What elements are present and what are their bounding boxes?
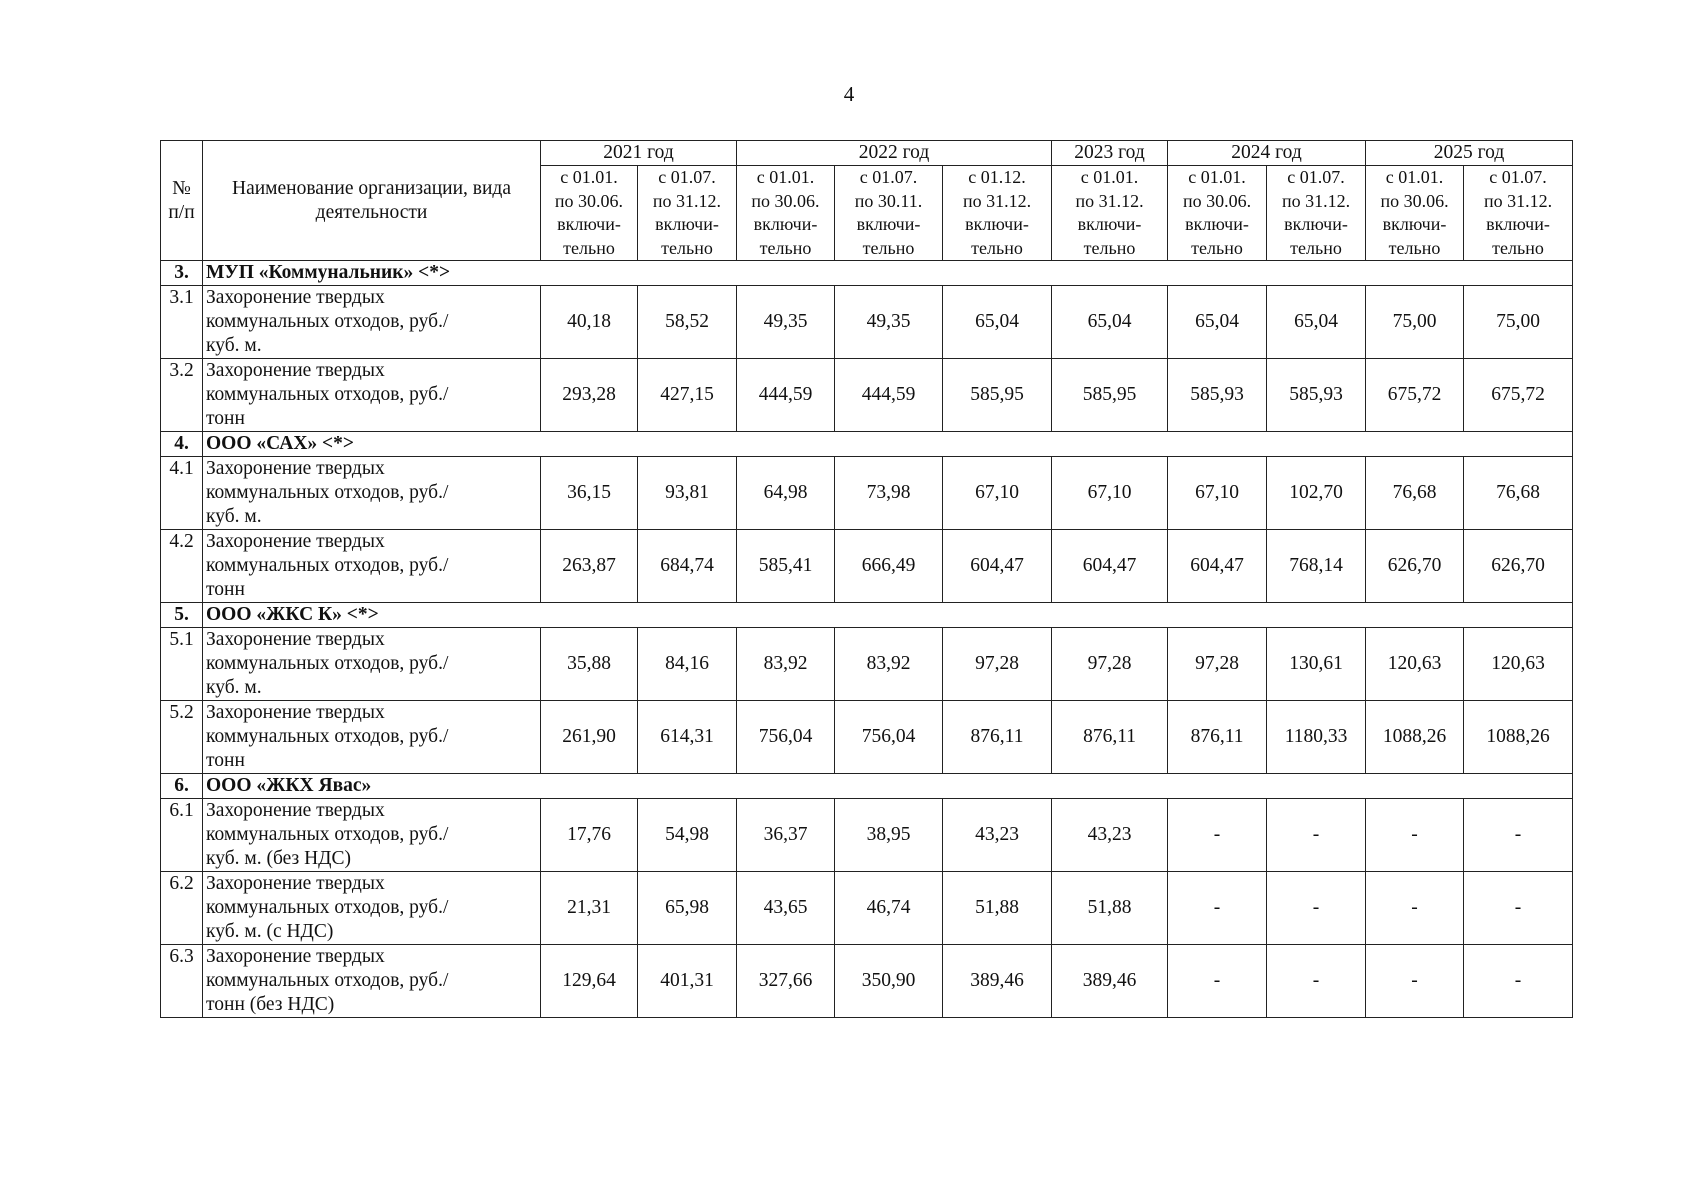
column-header-number: № п/п bbox=[161, 141, 203, 261]
service-name-line: Захоронение твердых bbox=[206, 800, 385, 821]
tariff-value: - bbox=[1366, 872, 1464, 945]
row-number: 6.2 bbox=[161, 872, 203, 945]
table-row bbox=[161, 872, 1573, 945]
header-row-years bbox=[161, 141, 1573, 166]
period-line: с 01.07. bbox=[658, 167, 716, 187]
tariff-value: 49,35 bbox=[835, 286, 943, 359]
tariff-value: 585,95 bbox=[1052, 359, 1168, 432]
row-number: 4.1 bbox=[161, 457, 203, 530]
organization-name: ООО «ЖКС К» <*> bbox=[203, 603, 1573, 628]
tariff-value: 444,59 bbox=[835, 359, 943, 432]
organization-name: ООО «САХ» <*> bbox=[203, 432, 1573, 457]
column-header-year: 2022 год bbox=[737, 141, 1052, 166]
organization-number: 3. bbox=[161, 261, 203, 286]
row-number: 5.1 bbox=[161, 628, 203, 701]
tariff-value: 36,15 bbox=[541, 457, 638, 530]
tariff-value: 614,31 bbox=[638, 701, 737, 774]
column-header-year: 2025 год bbox=[1366, 141, 1573, 166]
tariff-value: 129,64 bbox=[541, 945, 638, 1018]
service-name bbox=[203, 359, 541, 432]
tariff-value: 876,11 bbox=[1168, 701, 1267, 774]
tariff-value: 1088,26 bbox=[1464, 701, 1573, 774]
tariff-value: 93,81 bbox=[638, 457, 737, 530]
tariff-value: 65,04 bbox=[1052, 286, 1168, 359]
period-line: тельно bbox=[1083, 237, 1136, 258]
period-line: тельно bbox=[1191, 237, 1243, 258]
tariff-value: 65,04 bbox=[943, 286, 1052, 359]
period-line: включи- bbox=[1486, 214, 1550, 234]
service-name bbox=[203, 701, 541, 774]
service-name-line: коммунальных отходов, руб./ bbox=[206, 482, 449, 503]
tariff-value: 675,72 bbox=[1464, 359, 1573, 432]
tariff-value: 75,00 bbox=[1366, 286, 1464, 359]
period-line: тельно bbox=[563, 237, 615, 258]
service-name bbox=[203, 799, 541, 872]
tariff-value: 389,46 bbox=[943, 945, 1052, 1018]
period-line: с 01.01. bbox=[1385, 167, 1444, 187]
tariff-value: 626,70 bbox=[1366, 530, 1464, 603]
column-header-year: 2021 год bbox=[541, 141, 737, 166]
table-header bbox=[161, 141, 1573, 261]
period-line: включи- bbox=[753, 214, 818, 234]
period-line: по 30.06. bbox=[1380, 190, 1449, 211]
tariff-value: 261,90 bbox=[541, 701, 638, 774]
tariff-value: 768,14 bbox=[1267, 530, 1366, 603]
tariff-value: 51,88 bbox=[1052, 872, 1168, 945]
tariff-value: 756,04 bbox=[835, 701, 943, 774]
table-row bbox=[161, 628, 1573, 701]
service-name-line: коммунальных отходов, руб./ bbox=[206, 384, 449, 405]
organization-name: ООО «ЖКХ Явас» bbox=[203, 774, 1573, 799]
period-line: тельно bbox=[862, 237, 915, 258]
period-line: включи- bbox=[1382, 214, 1447, 234]
column-header-period bbox=[1267, 166, 1366, 261]
tariff-value: 75,00 bbox=[1464, 286, 1573, 359]
period-line: включи- bbox=[1284, 214, 1348, 234]
tariff-value: - bbox=[1267, 945, 1366, 1018]
organization-number: 5. bbox=[161, 603, 203, 628]
tariff-value: 102,70 bbox=[1267, 457, 1366, 530]
tariff-table bbox=[160, 140, 1573, 1018]
service-name-line: коммунальных отходов, руб./ bbox=[206, 897, 449, 918]
tariff-value: 604,47 bbox=[943, 530, 1052, 603]
tariff-value: - bbox=[1168, 945, 1267, 1018]
tariff-value: 54,98 bbox=[638, 799, 737, 872]
column-header-period bbox=[835, 166, 943, 261]
tariff-value: 67,10 bbox=[943, 457, 1052, 530]
service-name-line: Захоронение твердых bbox=[206, 531, 385, 552]
service-name-line: тонн bbox=[206, 579, 245, 600]
service-name-line: тонн bbox=[206, 750, 245, 771]
tariff-value: 120,63 bbox=[1366, 628, 1464, 701]
tariff-value: 130,61 bbox=[1267, 628, 1366, 701]
row-number: 3.2 bbox=[161, 359, 203, 432]
row-number: 6.1 bbox=[161, 799, 203, 872]
tariff-value: 427,15 bbox=[638, 359, 737, 432]
period-line: тельно bbox=[661, 237, 713, 258]
tariff-value: 76,68 bbox=[1366, 457, 1464, 530]
organization-row bbox=[161, 603, 1573, 628]
tariff-value: 36,37 bbox=[737, 799, 835, 872]
row-number: 3.1 bbox=[161, 286, 203, 359]
period-line: с 01.07. bbox=[1489, 167, 1547, 187]
table-row bbox=[161, 701, 1573, 774]
table-row bbox=[161, 530, 1573, 603]
service-name-line: Захоронение твердых bbox=[206, 629, 385, 650]
service-name-line: Захоронение твердых bbox=[206, 873, 385, 894]
tariff-value: 585,41 bbox=[737, 530, 835, 603]
tariff-value: 293,28 bbox=[541, 359, 638, 432]
organization-name: МУП «Коммунальник» <*> bbox=[203, 261, 1573, 286]
column-header-period bbox=[737, 166, 835, 261]
period-line: включи- bbox=[856, 214, 921, 234]
tariff-value: - bbox=[1168, 872, 1267, 945]
tariff-value: - bbox=[1267, 872, 1366, 945]
tariff-value: 604,47 bbox=[1052, 530, 1168, 603]
tariff-value: 73,98 bbox=[835, 457, 943, 530]
period-line: по 31.12. bbox=[1281, 190, 1351, 211]
table-row bbox=[161, 286, 1573, 359]
period-line: с 01.01. bbox=[1188, 167, 1246, 187]
tariff-value: 675,72 bbox=[1366, 359, 1464, 432]
tariff-value: 65,98 bbox=[638, 872, 737, 945]
service-name bbox=[203, 872, 541, 945]
tariff-value: - bbox=[1464, 945, 1573, 1018]
row-number: 4.2 bbox=[161, 530, 203, 603]
period-line: по 31.12. bbox=[962, 190, 1032, 211]
tariff-value: 46,74 bbox=[835, 872, 943, 945]
period-line: тельно bbox=[971, 237, 1023, 258]
organization-number: 4. bbox=[161, 432, 203, 457]
tariff-value: 444,59 bbox=[737, 359, 835, 432]
tariff-value: 83,92 bbox=[737, 628, 835, 701]
tariff-value: 585,93 bbox=[1267, 359, 1366, 432]
service-name-line: коммунальных отходов, руб./ bbox=[206, 970, 449, 991]
service-name-line: коммунальных отходов, руб./ bbox=[206, 555, 449, 576]
tariff-value: 97,28 bbox=[1052, 628, 1168, 701]
tariff-value: 97,28 bbox=[943, 628, 1052, 701]
service-name bbox=[203, 945, 541, 1018]
service-name-line: Захоронение твердых bbox=[206, 458, 385, 479]
service-name-line: Захоронение твердых bbox=[206, 287, 385, 308]
service-name bbox=[203, 530, 541, 603]
tariff-value: - bbox=[1366, 945, 1464, 1018]
tariff-value: 43,23 bbox=[1052, 799, 1168, 872]
period-line: с 01.07. bbox=[859, 167, 918, 187]
period-line: включи- bbox=[655, 214, 719, 234]
period-line: тельно bbox=[1290, 237, 1342, 258]
tariff-value: 35,88 bbox=[541, 628, 638, 701]
period-line: по 30.06. bbox=[554, 190, 624, 211]
tariff-value: 65,04 bbox=[1267, 286, 1366, 359]
tariff-value: 97,28 bbox=[1168, 628, 1267, 701]
column-header-period bbox=[1168, 166, 1267, 261]
tariff-value: 263,87 bbox=[541, 530, 638, 603]
service-name-line: куб. м. bbox=[206, 335, 262, 356]
column-header-period bbox=[541, 166, 638, 261]
row-number: 6.3 bbox=[161, 945, 203, 1018]
tariff-value: 401,31 bbox=[638, 945, 737, 1018]
column-header-period bbox=[1052, 166, 1168, 261]
column-header-period bbox=[943, 166, 1052, 261]
column-header-period bbox=[1464, 166, 1573, 261]
tariff-value: 585,95 bbox=[943, 359, 1052, 432]
period-line: включи- bbox=[557, 214, 621, 234]
period-line: с 01.07. bbox=[1287, 167, 1345, 187]
service-name-line: тонн (без НДС) bbox=[206, 994, 335, 1015]
table-row bbox=[161, 457, 1573, 530]
service-name bbox=[203, 628, 541, 701]
tariff-value: - bbox=[1464, 872, 1573, 945]
period-line: по 30.11. bbox=[854, 190, 923, 211]
organization-row bbox=[161, 261, 1573, 286]
period-line: с 01.01. bbox=[1080, 167, 1139, 187]
period-line: по 30.06. bbox=[1182, 190, 1252, 211]
tariff-value: 67,10 bbox=[1052, 457, 1168, 530]
tariff-value: 756,04 bbox=[737, 701, 835, 774]
tariff-value: 389,46 bbox=[1052, 945, 1168, 1018]
service-name-line: Захоронение твердых bbox=[206, 702, 385, 723]
service-name-line: коммунальных отходов, руб./ bbox=[206, 824, 449, 845]
column-header-name: Наименование организации, вида деятельности bbox=[203, 141, 541, 261]
period-line: тельно bbox=[1388, 237, 1441, 258]
tariff-value: - bbox=[1366, 799, 1464, 872]
period-line: с 01.01. bbox=[756, 167, 815, 187]
period-line: включи- bbox=[1077, 214, 1142, 234]
tariff-value: 38,95 bbox=[835, 799, 943, 872]
service-name-line: куб. м. bbox=[206, 506, 262, 527]
tariff-value: 51,88 bbox=[943, 872, 1052, 945]
period-line: по 30.06. bbox=[751, 190, 820, 211]
column-header-year: 2024 год bbox=[1168, 141, 1366, 166]
service-name-line: коммунальных отходов, руб./ bbox=[206, 653, 449, 674]
period-line: по 31.12. bbox=[1483, 190, 1553, 211]
tariff-value: 43,65 bbox=[737, 872, 835, 945]
tariff-value: 1088,26 bbox=[1366, 701, 1464, 774]
service-name bbox=[203, 286, 541, 359]
tariff-value: 58,52 bbox=[638, 286, 737, 359]
tariff-value: 585,93 bbox=[1168, 359, 1267, 432]
service-name-line: куб. м. bbox=[206, 677, 262, 698]
tariff-value: 120,63 bbox=[1464, 628, 1573, 701]
period-line: включи- bbox=[1185, 214, 1249, 234]
tariff-value: 76,68 bbox=[1464, 457, 1573, 530]
tariff-value: 84,16 bbox=[638, 628, 737, 701]
tariff-value: 350,90 bbox=[835, 945, 943, 1018]
organization-number: 6. bbox=[161, 774, 203, 799]
period-line: по 31.12. bbox=[652, 190, 722, 211]
period-line: с 01.01. bbox=[560, 167, 618, 187]
tariff-value: 626,70 bbox=[1464, 530, 1573, 603]
tariff-value: 67,10 bbox=[1168, 457, 1267, 530]
tariff-value: 21,31 bbox=[541, 872, 638, 945]
tariff-value: 83,92 bbox=[835, 628, 943, 701]
tariff-value: 1180,33 bbox=[1267, 701, 1366, 774]
service-name-line: тонн bbox=[206, 408, 245, 429]
service-name-line: Захоронение твердых bbox=[206, 360, 385, 381]
service-name-line: Захоронение твердых bbox=[206, 946, 385, 967]
organization-row bbox=[161, 774, 1573, 799]
service-name-line: коммунальных отходов, руб./ bbox=[206, 726, 449, 747]
tariff-value: - bbox=[1464, 799, 1573, 872]
period-line: тельно bbox=[759, 237, 812, 258]
tariff-value: 666,49 bbox=[835, 530, 943, 603]
tariff-value: 327,66 bbox=[737, 945, 835, 1018]
table-body bbox=[161, 261, 1573, 1018]
period-line: включи- bbox=[965, 214, 1029, 234]
service-name-line: куб. м. (с НДС) bbox=[206, 921, 334, 942]
period-line: по 31.12. bbox=[1075, 190, 1144, 211]
table-row bbox=[161, 799, 1573, 872]
page-number: 4 bbox=[843, 82, 855, 106]
period-line: тельно bbox=[1492, 237, 1544, 258]
tariff-value: 43,23 bbox=[943, 799, 1052, 872]
tariff-value: 40,18 bbox=[541, 286, 638, 359]
tariff-value: - bbox=[1168, 799, 1267, 872]
period-line: с 01.12. bbox=[968, 167, 1026, 187]
tariff-value: 876,11 bbox=[1052, 701, 1168, 774]
service-name bbox=[203, 457, 541, 530]
column-header-period bbox=[638, 166, 737, 261]
table-row bbox=[161, 359, 1573, 432]
tariff-value: 65,04 bbox=[1168, 286, 1267, 359]
tariff-value: 17,76 bbox=[541, 799, 638, 872]
service-name-line: куб. м. (без НДС) bbox=[206, 848, 351, 869]
service-name-line: коммунальных отходов, руб./ bbox=[206, 311, 449, 332]
column-header-year: 2023 год bbox=[1052, 141, 1168, 166]
organization-row bbox=[161, 432, 1573, 457]
tariff-value: 604,47 bbox=[1168, 530, 1267, 603]
tariff-value: 64,98 bbox=[737, 457, 835, 530]
tariff-value: 49,35 bbox=[737, 286, 835, 359]
tariff-value: 684,74 bbox=[638, 530, 737, 603]
tariff-value: 876,11 bbox=[943, 701, 1052, 774]
table-row bbox=[161, 945, 1573, 1018]
row-number: 5.2 bbox=[161, 701, 203, 774]
tariff-value: - bbox=[1267, 799, 1366, 872]
column-header-period bbox=[1366, 166, 1464, 261]
